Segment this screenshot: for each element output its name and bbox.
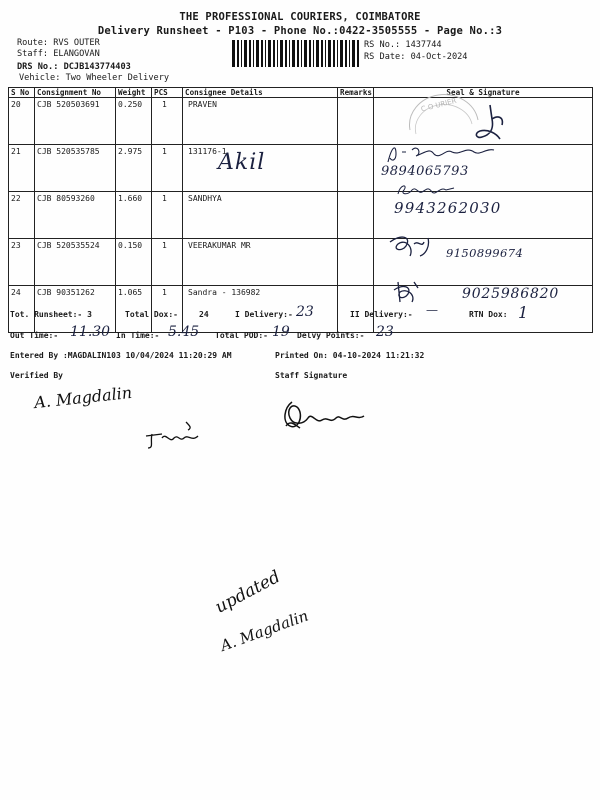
in-time-value: 5.45 xyxy=(168,324,200,340)
handwritten-phone-row-21: 9894065793 xyxy=(381,164,469,179)
updated-signature: A. Magdalin xyxy=(218,606,311,655)
handwritten-phone-row-22: 9943262030 xyxy=(394,199,502,217)
total-pod-value: 19 xyxy=(272,324,290,340)
cell-pcs: 1 xyxy=(152,98,183,145)
verifier-signature: A. Magdalin xyxy=(33,382,133,413)
cell-pcs: 1 xyxy=(152,192,183,239)
cell-consignee xyxy=(183,192,338,239)
handwritten-phone-row-24: 9025986820 xyxy=(462,286,560,302)
cell-sno: 23 xyxy=(9,239,35,286)
ii-delivery-value: — xyxy=(426,303,438,317)
staff-signature-label: Staff Signature xyxy=(275,371,348,380)
total-dox-label: Total Dox:- xyxy=(125,310,178,319)
cell-pcs: 1 xyxy=(152,145,183,192)
staff-label: Staff: ELANGOVAN xyxy=(17,49,100,59)
document-subtitle: Delivery Runsheet - P103 - Phone No.:0422-3505555 - Page No.:3 xyxy=(97,25,503,37)
signature-row-24-image xyxy=(388,276,428,308)
cell-consignment: CJB 80593260 xyxy=(35,192,116,239)
staff-signature-image xyxy=(278,396,378,436)
cell-remarks xyxy=(338,239,374,286)
consignee-name: 131176-1 xyxy=(188,147,227,156)
cell-weight: 2.975 xyxy=(116,145,152,192)
cell-remarks xyxy=(338,192,374,239)
cell-weight: 0.150 xyxy=(116,239,152,286)
col-header-remarks: Remarks xyxy=(338,88,374,98)
delvy-points-label: Delvy Points:- xyxy=(297,331,365,340)
cell-remarks xyxy=(338,98,374,145)
cell-weight: 1.065 xyxy=(116,286,152,333)
handwritten-phone-row-23: 9150899674 xyxy=(446,246,524,260)
initials-signature-image xyxy=(140,418,210,452)
signature-row-22-image xyxy=(394,180,464,198)
col-header-weight: Weight xyxy=(116,88,152,98)
rs-number: RS No.: 1437744 xyxy=(364,40,442,50)
tot-runsheet: Tot. Runsheet:- 3 xyxy=(10,310,92,319)
out-time-label: Out Time:- xyxy=(10,331,59,340)
consignee-name: VEERAKUMAR MR xyxy=(188,241,251,250)
cell-consignment: CJB 90351262 xyxy=(35,286,116,333)
drs-number: DRS No.: DCJB143774403 xyxy=(17,62,131,72)
cell-pcs: 1 xyxy=(152,286,183,333)
cell-consignee xyxy=(183,98,338,145)
cell-remarks xyxy=(338,145,374,192)
table-row xyxy=(9,192,593,239)
i-delivery-label: I Delivery:- xyxy=(235,310,293,319)
consignee-name: Sandra - 136982 xyxy=(188,288,261,297)
col-header-consignment: Consignment No xyxy=(35,88,116,98)
cell-consignment: CJB 520535785 xyxy=(35,145,116,192)
cell-sno: 22 xyxy=(9,192,35,239)
cell-consignee xyxy=(183,286,338,333)
col-header-pcs: PCS xyxy=(152,88,183,98)
cell-consignment: CJB 520535524 xyxy=(35,239,116,286)
svg-text:C O URIER: C O URIER xyxy=(420,96,458,114)
cell-consignment: CJB 520503691 xyxy=(35,98,116,145)
consignee-name: SANDHYA xyxy=(188,194,222,203)
cell-sno: 20 xyxy=(9,98,35,145)
rs-date: RS Date: 04-Oct-2024 xyxy=(364,52,468,62)
i-delivery-value: 23 xyxy=(296,304,314,320)
cell-weight: 0.250 xyxy=(116,98,152,145)
ii-delivery-label: II Delivery:- xyxy=(350,310,413,319)
verified-by-label: Verified By xyxy=(10,371,63,380)
cell-remarks xyxy=(338,286,374,333)
delvy-points-value: 23 xyxy=(376,324,394,340)
table-row xyxy=(9,145,593,192)
handwritten-name-akil: Akil xyxy=(218,150,266,175)
vehicle-label: Vehicle: Two Wheeler Delivery xyxy=(19,73,170,83)
cell-sno: 21 xyxy=(9,145,35,192)
entered-by: Entered By :MAGDALIN103 10/04/2024 11:20:29 AM xyxy=(10,351,232,360)
rtn-dox-label: RTN Dox: xyxy=(469,310,508,319)
table-header-row xyxy=(9,88,593,98)
total-pod-label: Total POD:- xyxy=(215,331,268,340)
consignee-name: PRAVEN xyxy=(188,100,217,109)
route-label: Route: RVS OUTER xyxy=(17,38,100,48)
cell-pcs: 1 xyxy=(152,239,183,286)
rtn-dox-value: 1 xyxy=(518,303,529,322)
cell-consignee xyxy=(183,239,338,286)
cell-sno: 24 xyxy=(9,286,35,333)
printed-on: Printed On: 04-10-2024 11:21:32 xyxy=(275,351,425,360)
out-time-value: 11.30 xyxy=(70,324,111,340)
col-header-seal-signature: Seal & Signature xyxy=(374,88,593,98)
in-time-label: In Time:- xyxy=(116,331,160,340)
updated-note: updated xyxy=(212,566,284,618)
document-title: THE PROFESSIONAL COURIERS, COIMBATORE xyxy=(179,11,421,23)
col-header-sno: S No xyxy=(9,88,35,98)
cell-weight: 1.660 xyxy=(116,192,152,239)
col-header-consignee: Consignee Details xyxy=(183,88,338,98)
total-dox-value: 24 xyxy=(199,310,209,319)
signature-row-23-image xyxy=(384,232,444,262)
barcode-image xyxy=(232,40,360,67)
